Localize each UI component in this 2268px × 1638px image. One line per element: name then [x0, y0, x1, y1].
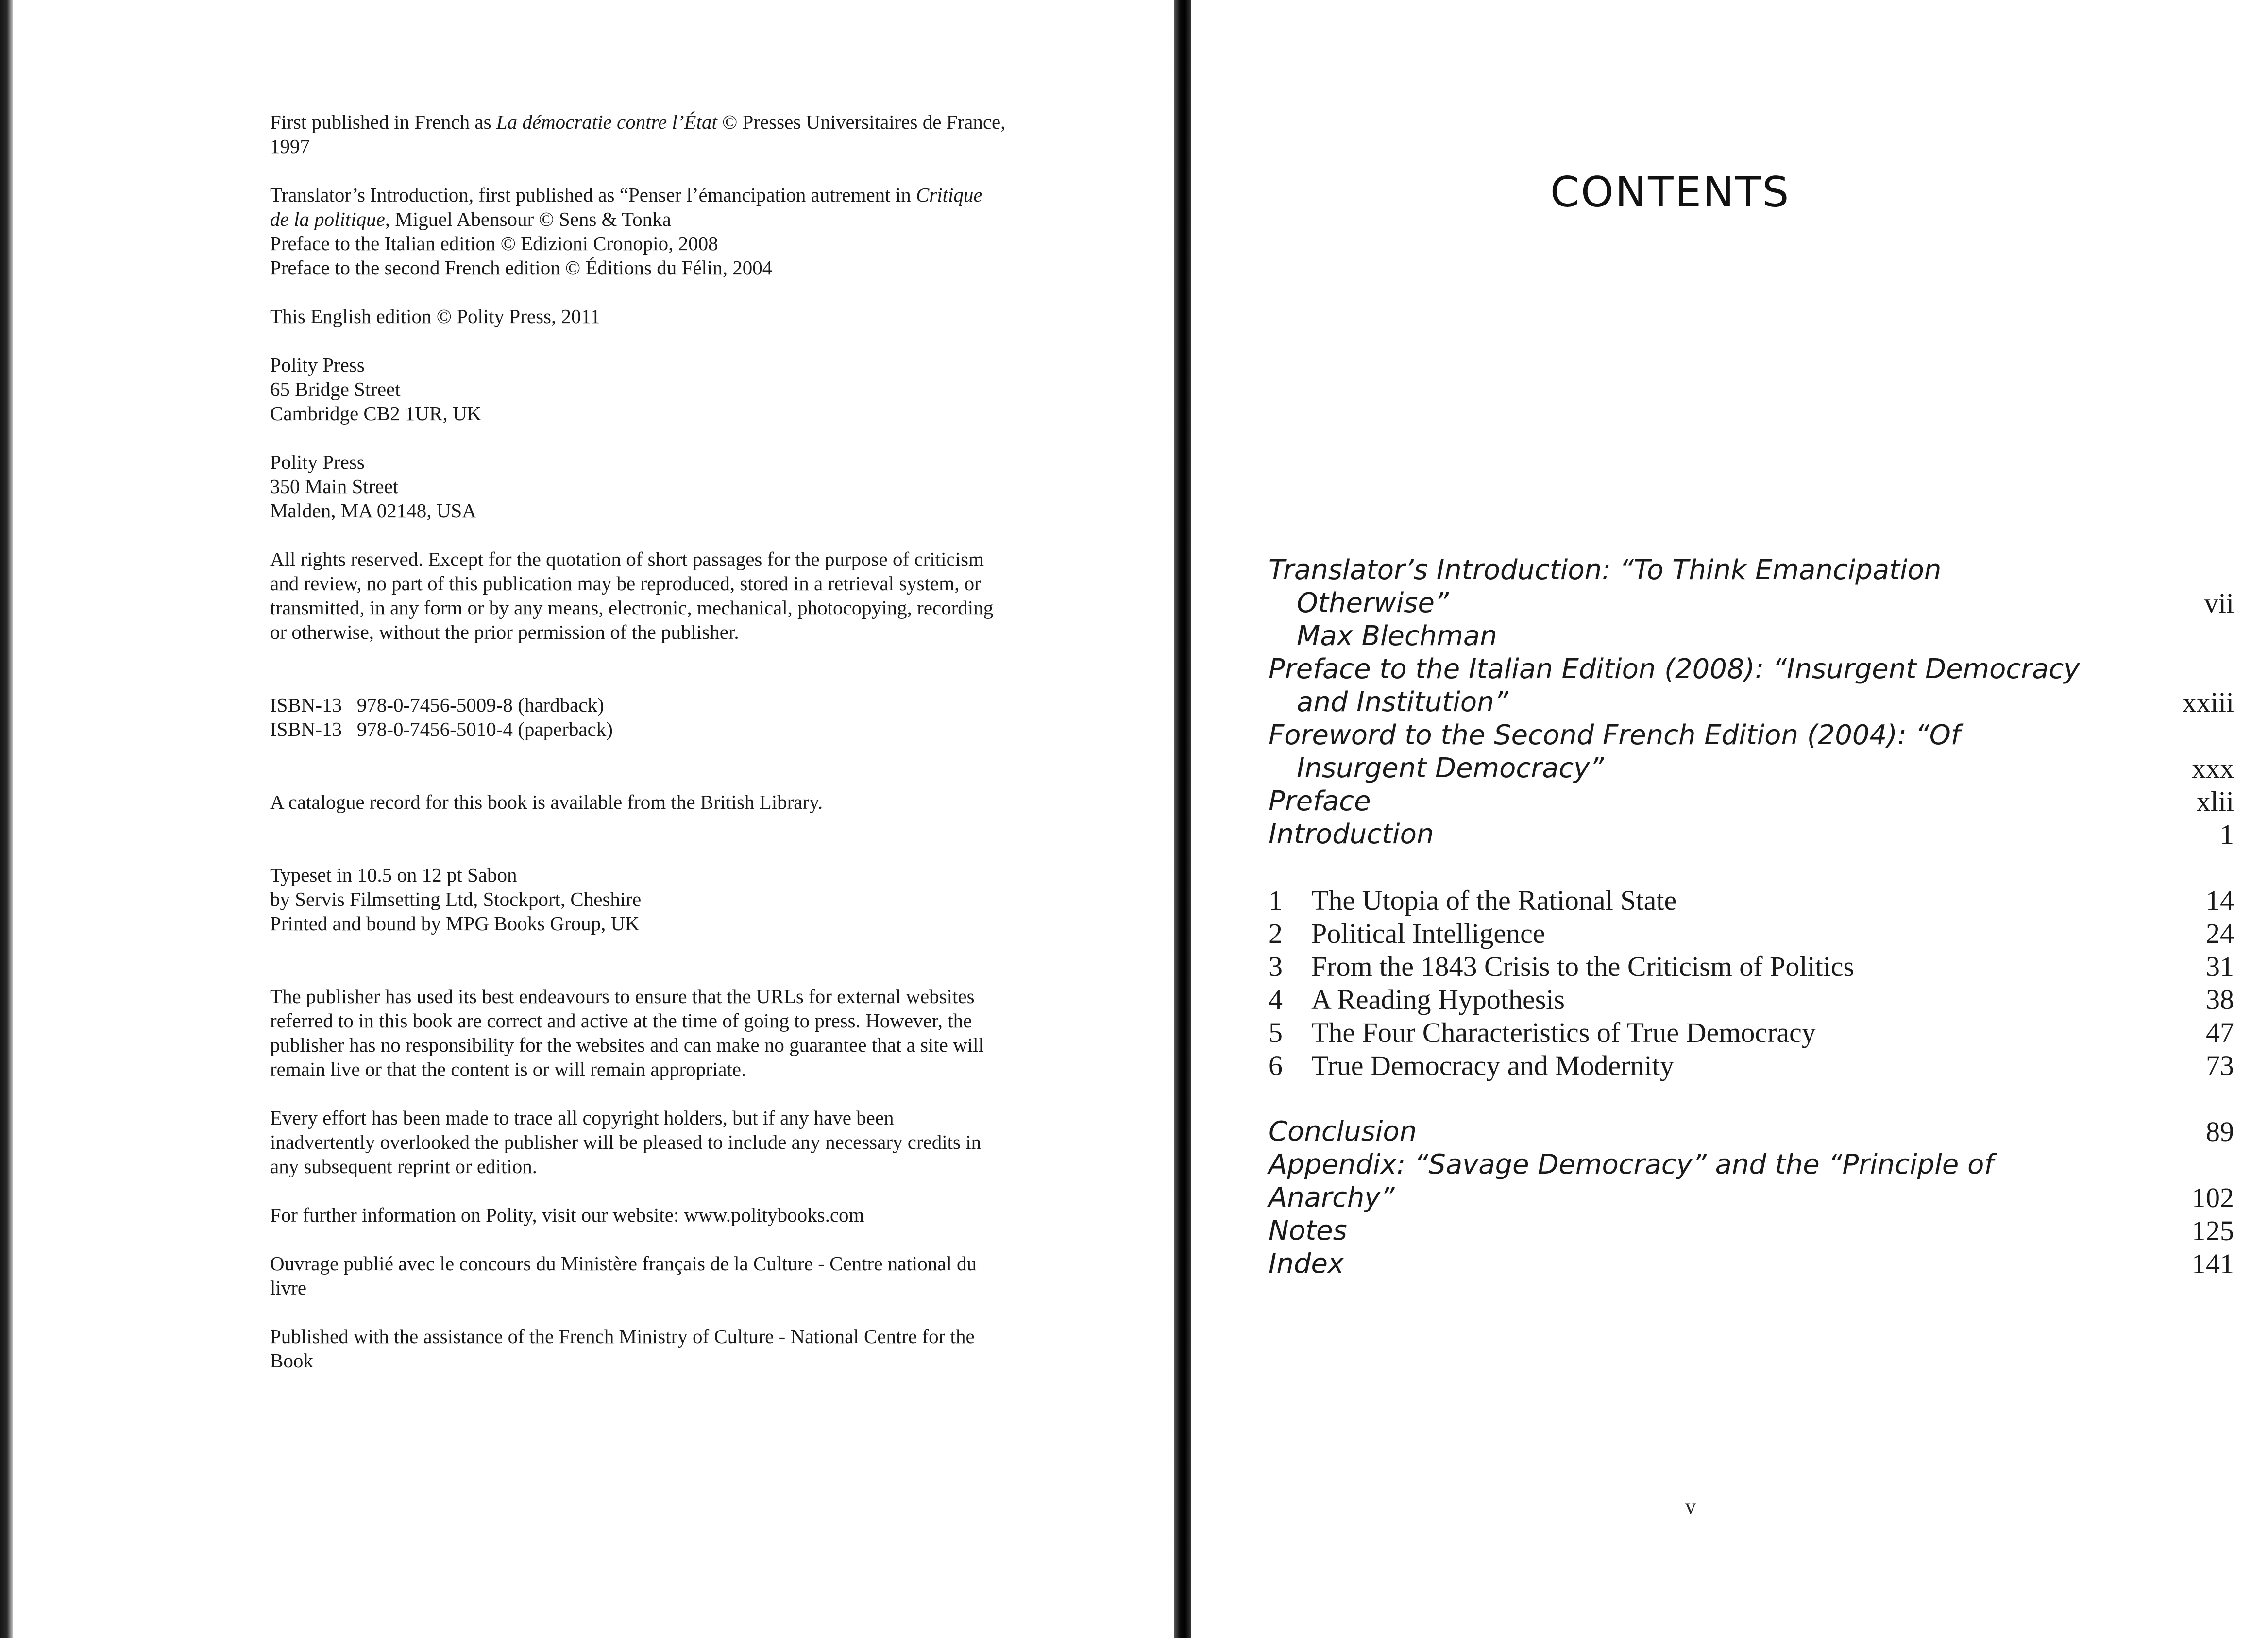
isbn-list: ISBN-13 978-0-7456-5009-8 (hardback) ISBN-13 978-0-7456-5010-4 (paperback): [270, 694, 613, 740]
toc-entry-title: Conclusion: [1269, 1116, 1417, 1147]
toc-chapter-6[interactable]: [1269, 1049, 2234, 1082]
ouvrage-notice: Ouvrage publié avec le concours du Ministère français de la Culture - Centre national du livre: [270, 1252, 977, 1299]
urls-notice: The publisher has used its best endeavours to ensure that the URLs for external websites referred to in this book are correct and active at the time of going to press. However, the publisher has no responsibility for the websites and can make no guarantee that a site will remain live or that the content is or will remain appropriate.: [270, 985, 984, 1080]
toc-entry-title: Index: [1269, 1248, 1344, 1280]
toc-entry-title: Otherwise”: [1297, 587, 1449, 619]
chapter-title: A Reading Hypothesis: [1311, 984, 1565, 1015]
toc-entry-conclusion[interactable]: [1269, 1115, 2234, 1148]
toc-entry-index[interactable]: [1269, 1247, 2234, 1280]
chapter-number: 4: [1269, 984, 1283, 1015]
catalogue-notice: A catalogue record for this book is available from the British Library.: [270, 791, 823, 813]
copyright-page: [13, 0, 1174, 1638]
publisher-address-uk: Polity Press 65 Bridge Street Cambridge CB2 1UR, UK: [270, 354, 482, 425]
chapter-number: 2: [1269, 918, 1283, 949]
toc-page-number: xxx: [2192, 752, 2234, 784]
toc-entry-title: Insurgent Democracy”: [1297, 752, 1604, 784]
chapter-number: 6: [1269, 1050, 1283, 1081]
chapter-title: The Utopia of the Rational State: [1311, 885, 1677, 916]
toc-entry-title: Preface: [1269, 785, 1371, 817]
english-edition-notice: This English edition © Polity Press, 2011: [270, 305, 600, 327]
toc-entry-title: Preface to the Italian Edition (2008): “Insurgent Democracy: [1269, 653, 2080, 685]
edition-credits: Translator’s Introduction, first published as “Penser l’émancipation autrement in Critique de la politique, Miguel Abensour © Sens & Tonka Preface to the Italian edition © Edizioni Cronopio, 2008 Preface to the second French edition © Éditions du Félin, 2004: [270, 184, 982, 279]
chapter-title: True Democracy and Modernity: [1311, 1050, 1674, 1081]
toc-chapter-4[interactable]: [1269, 983, 2234, 1016]
book-edge-shadow: [0, 0, 13, 1638]
toc-page-number: 1: [2220, 819, 2234, 850]
toc-page-number: 73: [2206, 1050, 2234, 1081]
chapter-number: 5: [1269, 1017, 1283, 1048]
toc-entry-title: Introduction: [1269, 819, 1434, 850]
copyright-effort-notice: Every effort has been made to trace all copyright holders, but if any have been inadvertently overlooked the publisher will be pleased to include any necessary credits in any subsequent reprint or edition.: [270, 1107, 982, 1177]
toc-entry-introduction[interactable]: [1269, 818, 2234, 851]
published-with-notice: Published with the assistance of the French Ministry of Culture - National Centre for the Book: [270, 1325, 975, 1372]
page-folio: v: [1685, 1495, 1696, 1519]
toc-entry-translators-introduction[interactable]: [1269, 554, 2234, 653]
toc-entry-appendix[interactable]: [1269, 1148, 2234, 1214]
toc-page-number: vii: [2204, 587, 2234, 619]
toc-entry-title: Notes: [1269, 1215, 1347, 1246]
chapter-number: 3: [1269, 951, 1283, 982]
toc-page-number: 102: [2192, 1182, 2234, 1213]
toc-page-number: 24: [2206, 918, 2234, 949]
toc-page-number: xxiii: [2182, 686, 2234, 718]
toc-entry-title: Translator’s Introduction: “To Think Emancipation: [1269, 554, 1942, 586]
typeset-notice: Typeset in 10.5 on 12 pt Sabon by Servis Filmsetting Ltd, Stockport, Cheshire Printed and bound by MPG Books Group, UK: [270, 864, 642, 935]
toc-page-number: 141: [2192, 1248, 2234, 1280]
toc-page-number: 14: [2206, 885, 2234, 916]
toc-entry-italian-preface[interactable]: [1269, 653, 2234, 719]
rights-reserved-notice: All rights reserved. Except for the quotation of short passages for the purpose of criticism and review, no part of this publication may be reproduced, stored in a retrieval system, or transmitted, in any form or by any means, electronic, mechanical, photocopying, recording or otherwise, without the prior permission of the publisher.: [270, 548, 994, 643]
toc-entry-title: Foreword to the Second French Edition (2004): “Of: [1269, 719, 1961, 751]
first-published-notice: First published in French as La démocratie contre l’État © Presses Universitaires de France, 1997: [270, 111, 1006, 157]
contents-page: [1191, 0, 2268, 1638]
toc-entry-preface[interactable]: [1269, 785, 2234, 818]
publisher-address-us: Polity Press 350 Main Street Malden, MA 02148, USA: [270, 451, 476, 522]
chapter-number: 1: [1269, 885, 1283, 916]
toc-chapter-1[interactable]: [1269, 884, 2234, 917]
toc-chapter-5[interactable]: [1269, 1016, 2234, 1049]
toc-chapter-3[interactable]: [1269, 950, 2234, 983]
toc-page-number: xlii: [2196, 785, 2234, 817]
toc-entry-title: Appendix: “Savage Democracy” and the “Principle of: [1269, 1149, 1994, 1180]
further-info-notice: For further information on Polity, visit our website: www.politybooks.com: [270, 1204, 864, 1226]
imprint-text: [270, 110, 1139, 1373]
toc-chapter-2[interactable]: [1269, 917, 2234, 950]
contents-heading: CONTENTS: [1550, 168, 1791, 217]
book-gutter: [1174, 0, 1191, 1638]
toc-page-number: 125: [2192, 1215, 2234, 1246]
toc-entry-author: Max Blechman: [1297, 620, 1497, 652]
toc-entry-notes[interactable]: [1269, 1214, 2234, 1247]
toc-page-number: 47: [2206, 1017, 2234, 1048]
chapter-title: The Four Characteristics of True Democracy: [1311, 1017, 1816, 1048]
chapter-title: Political Intelligence: [1311, 918, 1545, 949]
toc-page-number: 38: [2206, 984, 2234, 1015]
toc-entry-french-foreword[interactable]: [1269, 719, 2234, 785]
table-of-contents: [1269, 554, 2234, 1280]
chapter-title: From the 1843 Crisis to the Criticism of Politics: [1311, 951, 1855, 982]
toc-entry-title: Anarchy”: [1269, 1182, 1395, 1213]
toc-entry-title: and Institution”: [1297, 686, 1508, 718]
toc-page-number: 31: [2206, 951, 2234, 982]
toc-page-number: 89: [2206, 1116, 2234, 1147]
